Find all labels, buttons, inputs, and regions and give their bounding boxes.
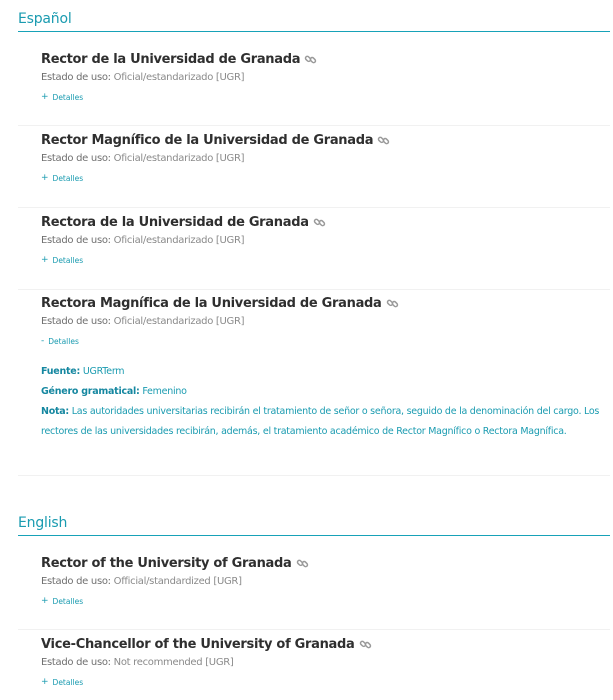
note-value: Las autoridades universitarias recibirán el tratamiento de señor o señora, seguido de la denominación del cargo. Los rectores de las universidades recibirán, además, el tratamiento académico de Rector Magnífico o Rectora Magnífica.: [41, 406, 600, 437]
section-header-spanish: [18, 11, 610, 32]
usage-value: Oficial/estandarizado [UGR]: [113, 235, 245, 246]
expand-icon: +: [41, 596, 49, 606]
details-toggle[interactable]: + Detalles: [41, 596, 84, 606]
usage-status: Estado de uso: Not recommended [UGR]: [41, 657, 234, 668]
term-label: Rector of the University of Granada: [41, 556, 292, 571]
collapse-icon: -: [41, 336, 45, 346]
link-icon[interactable]: [386, 297, 399, 310]
term-label: Rectora Magnífica de la Universidad de Granada: [41, 296, 382, 311]
section-header-english: [18, 515, 610, 536]
term-label: Rector de la Universidad de Granada: [41, 52, 301, 67]
usage-value: Not recommended [UGR]: [113, 657, 234, 668]
usage-status: Estado de uso: Oficial/estandarizado [UGR]: [41, 72, 245, 83]
term-entry: [18, 637, 610, 700]
term-label: Rector Magnífico de la Universidad de Granada: [41, 133, 374, 148]
usage-status: Estado de uso: Official/standardized [UGR]: [41, 576, 242, 587]
expand-icon: +: [41, 677, 49, 687]
term-entry-expanded: [18, 296, 610, 476]
usage-status: Estado de uso: Oficial/estandarizado [UGR]: [41, 153, 245, 164]
link-icon[interactable]: [313, 216, 326, 229]
note-line: Nota: Las autoridades universitarias recibirán el tratamiento de señor o señora, seguido de la denominación del cargo. Los rectores de las universidades recibirán, además, el tratamiento académico de Rector Magnífico o Rectora Magnífica.: [41, 406, 600, 437]
link-icon[interactable]: [359, 638, 372, 651]
usage-status: Estado de uso: Oficial/estandarizado [UGR]: [41, 235, 245, 246]
section-title: English: [18, 515, 68, 531]
details-toggle[interactable]: + Detalles: [41, 92, 84, 102]
gender-line: Género gramatical: Femenino: [41, 386, 187, 397]
term-label: Rectora de la Universidad de Granada: [41, 215, 309, 230]
term-entry: [18, 556, 610, 630]
term-entry: [18, 52, 610, 126]
source-line: Fuente: UGRTerm: [41, 366, 125, 377]
expand-icon: +: [41, 255, 49, 265]
details-toggle[interactable]: - Detalles: [41, 336, 79, 346]
link-icon[interactable]: [304, 53, 317, 66]
term-label: Vice-Chancellor of the University of Granada: [41, 637, 355, 652]
details-toggle[interactable]: + Detalles: [41, 677, 84, 687]
term-entry: [18, 215, 610, 290]
expand-icon: +: [41, 92, 49, 102]
usage-value: Oficial/estandarizado [UGR]: [113, 153, 245, 164]
gender-value: Femenino: [142, 386, 187, 397]
source-value: UGRTerm: [82, 366, 125, 377]
usage-value: Oficial/estandarizado [UGR]: [113, 316, 245, 327]
details-toggle[interactable]: + Detalles: [41, 255, 84, 265]
link-icon[interactable]: [377, 134, 390, 147]
details-toggle[interactable]: + Detalles: [41, 173, 84, 183]
usage-status: Estado de uso: Oficial/estandarizado [UGR]: [41, 316, 245, 327]
term-entry: [18, 133, 610, 208]
section-title: Español: [18, 11, 72, 27]
usage-value: Official/standardized [UGR]: [113, 576, 242, 587]
link-icon[interactable]: [296, 557, 309, 570]
expand-icon: +: [41, 173, 49, 183]
details-panel: [41, 362, 610, 442]
usage-value: Oficial/estandarizado [UGR]: [113, 72, 245, 83]
